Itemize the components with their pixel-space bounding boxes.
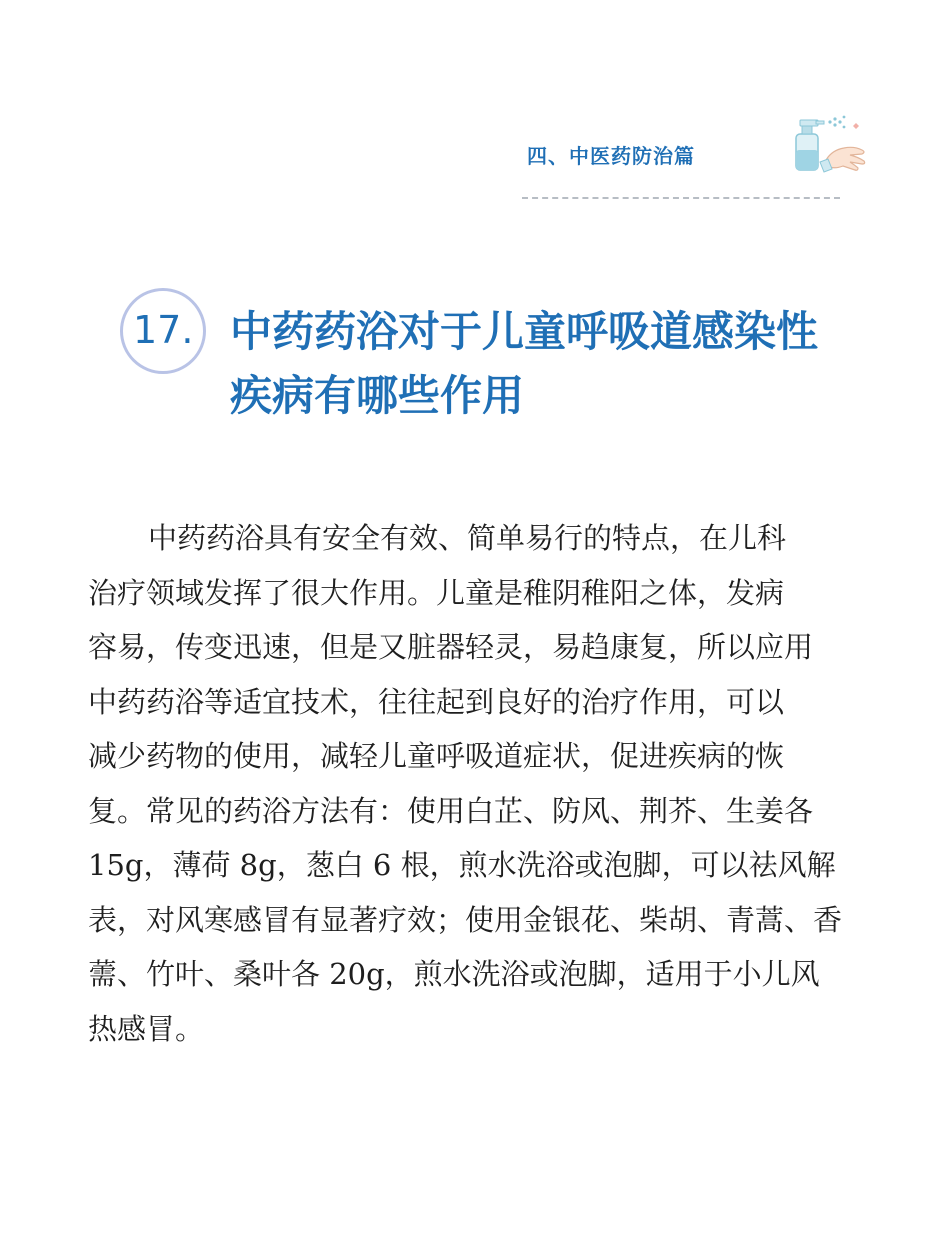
question-title	[230, 300, 850, 428]
body-line: 表，对风寒感冒有显著疗效；使用金银花、柴胡、青蒿、香	[88, 902, 843, 937]
body-line: 中药药浴具有安全有效、简单易行的特点，在儿科	[148, 521, 787, 555]
question-number: 17.	[133, 308, 194, 352]
section-title: 四、中医药防治篇	[527, 144, 695, 168]
body-line: 减少药物的使用，减轻儿童呼吸道症状，促进疾病的恢	[88, 739, 785, 773]
body-line: 热感冒。	[88, 1011, 205, 1046]
hand-sanitizer-spray-icon	[790, 112, 870, 176]
header-divider	[522, 197, 840, 199]
question-title-line: 中药药浴对于儿童呼吸道感染性	[230, 307, 819, 356]
body-line: 15g，薄荷 8g，葱白 6 根，煎水洗浴或泡脚，可以祛风解	[88, 848, 836, 882]
body-paragraph	[88, 511, 848, 1056]
body-line: 复。常见的药浴方法有：使用白芷、防风、荆芥、生姜各	[88, 793, 814, 828]
body-line: 薷、竹叶、桑叶各 20g，煎水洗浴或泡脚，适用于小儿风	[88, 957, 820, 991]
body-line: 容易，传变迅速，但是又脏器轻灵，易趋康复，所以应用	[88, 630, 814, 664]
body-line: 中药药浴等适宜技术，往往起到良好的治疗作用，可以	[88, 684, 785, 719]
question-title-line: 疾病有哪些作用	[230, 371, 525, 420]
body-line: 治疗领域发挥了很大作用。儿童是稚阴稚阳之体，发病	[88, 575, 785, 610]
